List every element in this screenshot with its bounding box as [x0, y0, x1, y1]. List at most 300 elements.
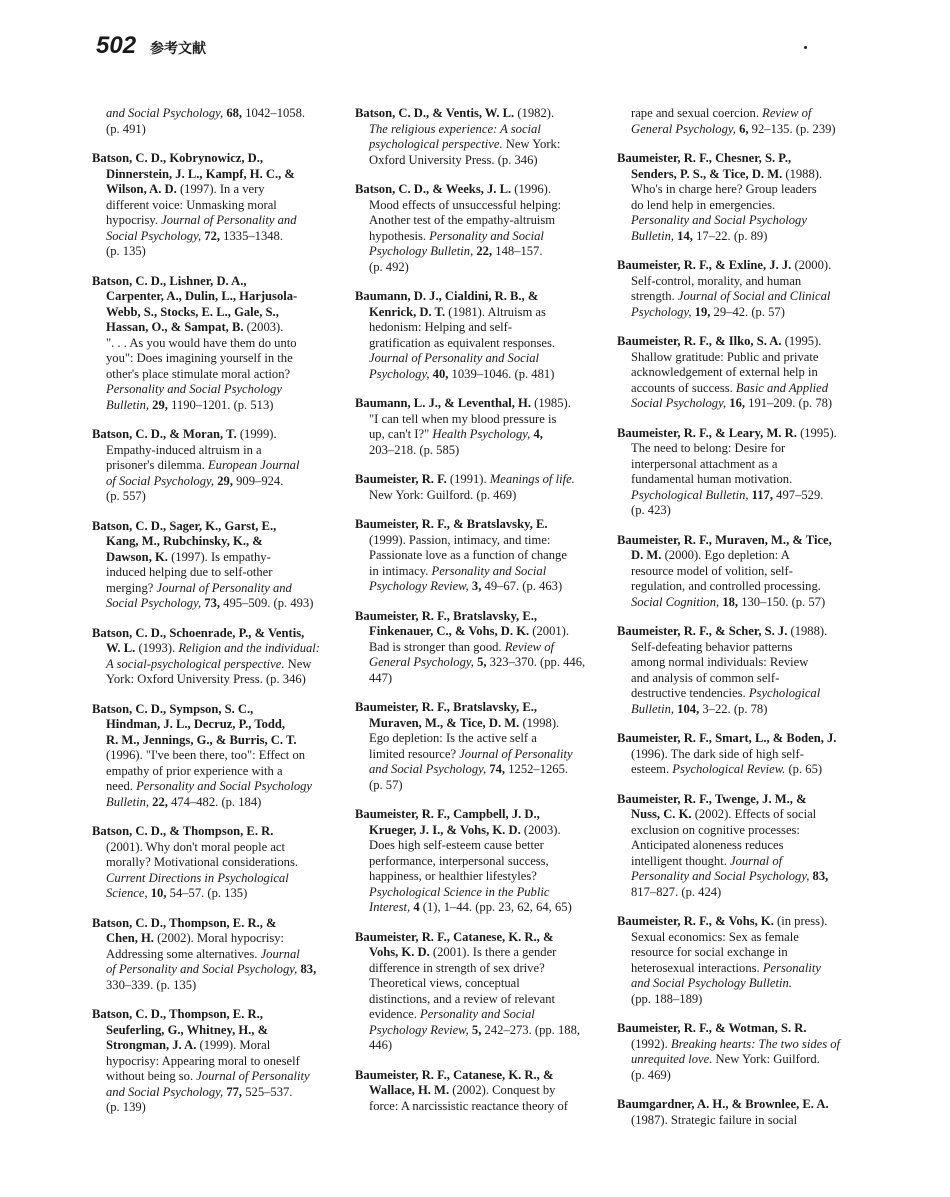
reference-entry [617, 1097, 862, 1128]
text-run: 525–537. [242, 1084, 293, 1099]
reference-line [92, 289, 342, 305]
text-run: 49–67. (p. 463) [481, 579, 563, 593]
reference-line [355, 198, 610, 214]
reference-line [355, 624, 610, 640]
reference-line [617, 1021, 862, 1037]
text-run: Baumeister, R. F., Chesner, S. P., [617, 151, 792, 165]
text-run: and Social Psychology, [369, 762, 490, 776]
reference-line [92, 626, 342, 642]
text-run: hedonism: Helping and self- [369, 320, 513, 334]
text-run: Passionate love as a function of change [369, 548, 567, 562]
text-run: among normal individuals: Review [631, 655, 809, 669]
reference-line [92, 182, 342, 198]
reference-line [617, 182, 862, 198]
reference-line [92, 596, 342, 612]
reference-line [617, 151, 862, 167]
text-run: Journal of Personality [196, 1069, 310, 1083]
text-run: European Journal [207, 458, 300, 472]
text-run: (1996). "I've been there, too": Effect on [106, 748, 306, 762]
text-run: in intimacy. [369, 563, 432, 578]
text-run: D. M. [631, 548, 662, 562]
text-run: 909–924. [232, 473, 284, 488]
text-run: 5, [471, 1022, 482, 1037]
text-run: Chen, H. [106, 931, 154, 945]
text-run: (2003). [243, 320, 284, 334]
reference-line [355, 1083, 610, 1099]
text-run: 22, [476, 244, 493, 258]
reference-line [355, 1038, 610, 1054]
reference-entry [92, 519, 342, 612]
text-run: Carpenter, A., Dulin, L., Harjusola- [106, 289, 298, 303]
text-run: need. [106, 779, 137, 793]
reference-line [355, 869, 610, 885]
text-run: hypocrisy. [106, 213, 162, 227]
text-run: (1995). [796, 425, 837, 440]
text-run: psychological perspective. [369, 137, 503, 151]
reference-entry [617, 151, 862, 244]
text-run: Baumann, D. J., Cialdini, R. B., & [355, 289, 539, 303]
text-run: Empathy-induced altruism in a [106, 442, 262, 457]
reference-line [92, 458, 342, 474]
text-run: without being so. [106, 1069, 197, 1083]
reference-line [92, 213, 342, 229]
text-run: Batson, C. D., & Ventis, W. L. [355, 106, 515, 120]
reference-line [355, 548, 610, 564]
text-run: 83, [300, 962, 317, 976]
text-run: Journal of [730, 853, 783, 868]
text-run: Webb, S., Stocks, E. L., Gale, S., [106, 304, 279, 319]
text-run: A social-psychological perspective. [106, 656, 285, 671]
reference-line [355, 289, 610, 305]
text-run: Psychological Review. [672, 762, 786, 776]
text-run: (2000). [791, 258, 832, 272]
text-run: Krueger, J. I., & Vohs, K. D. [369, 822, 521, 837]
text-run: difference in strength of sex drive? [369, 960, 545, 975]
reference-line [92, 198, 342, 214]
text-run: do lend help in emergencies. [631, 197, 776, 212]
reference-line [617, 305, 862, 321]
reference-line [355, 320, 610, 336]
text-run: Who's in charge here? Group leaders [631, 182, 817, 196]
text-run: Baumeister, R. F., Bratslavsky, E., [355, 700, 538, 714]
text-run: 1190–1201. (p. 513) [167, 397, 274, 412]
reference-line [355, 961, 610, 977]
reference-line [92, 871, 342, 887]
text-run: hypothesis. [369, 228, 430, 243]
reference-line [617, 350, 862, 366]
text-run: (2002). Conquest by [449, 1083, 556, 1097]
reference-line [92, 122, 342, 138]
text-run: 495–509. (p. 493) [220, 596, 314, 610]
text-run: Social Psychology, [631, 396, 730, 410]
reference-entry [617, 731, 862, 778]
reference-line [355, 671, 610, 687]
reference-line [617, 503, 862, 519]
text-run: Baumeister, R. F., & Scher, S. J. [617, 624, 788, 638]
text-run: 5, [477, 655, 487, 669]
text-run: Dawson, K. [106, 549, 168, 564]
reference-line [355, 472, 610, 488]
text-run: 92–135. (p. 239) [748, 121, 836, 136]
reference-line [355, 260, 610, 276]
reference-line [355, 1023, 610, 1039]
reference-line [92, 351, 342, 367]
text-run: 68, [226, 106, 243, 120]
reference-line [617, 564, 862, 580]
reference-line [355, 945, 610, 961]
reference-line [617, 457, 862, 473]
reference-line [355, 640, 610, 656]
reference-line [617, 381, 862, 397]
reference-line [92, 733, 342, 749]
reference-entry [92, 916, 342, 994]
text-run: 117, [751, 487, 774, 502]
reference-entry [92, 824, 342, 902]
text-run: 74, [489, 762, 506, 776]
reference-line [617, 655, 862, 671]
text-run: Baumeister, R. F., Campbell, J. D., [355, 807, 540, 821]
text-run: Mood effects of unsuccessful helping: [369, 197, 562, 212]
text-run: ". . . As you would have them do unto [106, 335, 297, 350]
text-run: unrequited love. [631, 1052, 713, 1066]
text-run: 817–827. (p. 424) [631, 884, 722, 899]
text-run: (1999). Moral [196, 1038, 271, 1052]
reference-line [92, 427, 342, 443]
reference-line [617, 1068, 862, 1084]
text-run: 18, [722, 594, 739, 609]
reference-line [617, 472, 862, 488]
reference-line [355, 244, 610, 260]
reference-entry [355, 1068, 610, 1115]
reference-line [355, 182, 610, 198]
reference-line [355, 807, 610, 823]
text-run: (1991). [446, 472, 490, 486]
text-run: 203–218. (p. 585) [369, 442, 460, 457]
text-run: Journal of Social and Clinical [677, 289, 831, 303]
text-run: 1335–1348. [220, 228, 283, 243]
text-run: 447) [369, 670, 393, 685]
reference-line [92, 978, 342, 994]
reference-line [617, 106, 862, 122]
text-run: acknowledgement of external help in [631, 365, 818, 379]
reference-line [92, 886, 342, 902]
text-run: empathy of prior experience with a [106, 763, 283, 778]
text-run: Finkenauer, C., & Vohs, D. K. [369, 624, 530, 638]
reference-line [355, 153, 610, 169]
text-run: 191–209. (p. 78) [745, 396, 833, 410]
text-run: Shallow gratitude: Public and private [631, 349, 819, 364]
text-run: Social Psychology, [106, 596, 205, 610]
text-run: Journal of Personality and [156, 580, 292, 595]
text-run: induced helping due to self-other [106, 565, 273, 579]
text-run: 323–370. (pp. 446, [486, 655, 586, 669]
text-run: 3–22. (p. 78) [699, 701, 768, 716]
reference-entry [617, 426, 862, 519]
reference-line [92, 550, 342, 566]
reference-line [92, 1100, 342, 1116]
text-run: performance, interpersonal success, [369, 853, 549, 868]
reference-line [617, 365, 862, 381]
reference-line [92, 1038, 342, 1054]
text-run: resource for social exchange in [631, 945, 788, 959]
text-run: Baumeister, R. F., Catanese, K. R., & [355, 1067, 554, 1082]
reference-line [617, 595, 862, 611]
text-run: Ego depletion: Is the active self a [369, 731, 537, 745]
page-number: 502 [96, 32, 137, 59]
text-run: (1981). Altruism as [445, 304, 546, 319]
text-run: Baumann, L. J., & Leventhal, H. [355, 396, 531, 410]
text-run: (p. 423) [631, 503, 671, 517]
text-run: Personality and Social Psychology, [631, 869, 813, 883]
reference-line [92, 657, 342, 673]
text-run: resource model of volition, self- [631, 563, 793, 578]
reference-line [92, 443, 342, 459]
reference-line [617, 914, 862, 930]
text-run: Baumeister, R. F., Muraven, M., & Tice, [617, 532, 832, 547]
text-run: Breaking hearts: The two sides of [670, 1036, 841, 1051]
text-run: Review of [504, 639, 555, 654]
reference-line [617, 426, 862, 442]
reference-line [92, 916, 342, 932]
text-run: Interest, [369, 900, 414, 914]
reference-entry [92, 427, 342, 505]
page-header [96, 32, 206, 60]
text-run: Batson, C. D., Sympson, S. C., [92, 701, 254, 716]
text-run: (p. 139) [106, 1100, 146, 1114]
text-run: Basic and Applied [735, 380, 829, 395]
text-run: Seuferling, G., Whitney, H., & [106, 1022, 269, 1037]
text-run: New York: [502, 137, 561, 151]
text-run: 446) [369, 1038, 393, 1052]
reference-line [617, 1037, 862, 1053]
text-run: Social Cognition, [631, 594, 723, 609]
text-run: Psychology, [369, 366, 433, 381]
reference-line [92, 840, 342, 856]
reference-line [92, 641, 342, 657]
reference-line [92, 931, 342, 947]
reference-line [92, 167, 342, 183]
reference-column-1 [92, 106, 342, 1130]
text-run: (p. 57) [369, 777, 403, 792]
text-run: Baumgardner, A. H., & Brownlee, E. A. [617, 1097, 829, 1111]
text-run: Baumeister, R. F., & Exline, J. J. [617, 258, 792, 272]
reference-column-3 [617, 106, 862, 1142]
text-run: Baumeister, R. F., & Vohs, K. [617, 914, 774, 928]
text-run: heterosexual interactions. [631, 960, 763, 975]
text-run: 242–273. (pp. 188, [481, 1022, 581, 1037]
reference-line [355, 609, 610, 625]
reference-line [355, 533, 610, 549]
reference-line [92, 764, 342, 780]
text-run: Batson, C. D., Thompson, E. R., & [92, 915, 277, 930]
reference-line [617, 1113, 862, 1129]
reference-line [617, 334, 862, 350]
text-run: (1995). [781, 334, 822, 348]
text-run: Batson, C. D., Sager, K., Garst, E., [92, 518, 277, 533]
text-run: Bad is stronger than good. [369, 639, 505, 654]
text-run: Baumeister, R. F., & Bratslavsky, E. [355, 517, 548, 531]
text-run: gratification as equivalent responses. [369, 335, 556, 350]
reference-line [355, 1007, 610, 1023]
text-run: Bulletin, [106, 397, 153, 412]
reference-line [92, 565, 342, 581]
reference-line [92, 336, 342, 352]
text-run: (1988). [787, 624, 828, 638]
text-run: Psychology Review, [369, 579, 472, 593]
reference-line [355, 838, 610, 854]
reference-line [92, 1085, 342, 1101]
text-run: limited resource? [369, 746, 460, 761]
reference-entry [617, 334, 862, 412]
text-run: Wallace, H. M. [369, 1083, 450, 1097]
text-run: 148–157. [492, 244, 543, 258]
text-run: The need to belong: Desire for [631, 441, 786, 455]
reference-line [355, 885, 610, 901]
text-run: 22, [152, 794, 168, 809]
reference-line [617, 792, 862, 808]
reference-entry [617, 624, 862, 717]
reference-line [617, 731, 862, 747]
text-run: (p. 65) [785, 762, 823, 776]
text-run: Nuss, C. K. [631, 807, 692, 821]
reference-line [617, 441, 862, 457]
text-run: Baumeister, R. F. [355, 472, 447, 486]
text-run: (2001). [529, 624, 570, 638]
text-run: Baumeister, R. F., Catanese, K. R., & [355, 929, 554, 944]
reference-line [92, 398, 342, 414]
text-run: 72, [204, 228, 221, 243]
reference-line [355, 655, 610, 671]
reference-line [92, 519, 342, 535]
text-run: and Social Psychology, [106, 1084, 227, 1099]
text-run: Baumeister, R. F., Smart, L., & Boden, J. [617, 731, 837, 745]
text-run: Theoretical views, conceptual [369, 976, 520, 990]
reference-line [617, 747, 862, 763]
reference-line [617, 1052, 862, 1068]
reference-line [355, 1068, 610, 1084]
text-run: 10, [150, 886, 167, 900]
text-run: Psychology Bulletin, [369, 244, 477, 258]
reference-line [355, 122, 610, 138]
reference-line [355, 778, 610, 794]
text-run: 1039–1046. (p. 481) [448, 366, 555, 381]
text-run: Religion and the individual: [178, 641, 320, 655]
reference-line [355, 823, 610, 839]
reference-line [617, 976, 862, 992]
text-run: (2001). Why don't moral people act [106, 839, 285, 854]
text-run: Oxford University Press. (p. 346) [369, 152, 538, 167]
text-run: Personality [762, 960, 821, 975]
reference-line [617, 122, 862, 138]
reference-line [355, 367, 610, 383]
text-run: Personality and Social Psychology [631, 213, 807, 227]
text-run: merging? [106, 580, 157, 595]
text-run: Senders, P. S., & Tice, D. M. [631, 166, 783, 181]
reference-line [92, 1054, 342, 1070]
text-run: 1252–1265. [505, 762, 569, 776]
reference-line [92, 702, 342, 718]
text-run: General Psychology, [369, 655, 478, 669]
text-run: Self-control, morality, and human [631, 273, 802, 288]
reference-entry [355, 182, 610, 275]
text-run: 77, [226, 1084, 243, 1099]
text-run: destructive tendencies. [631, 686, 749, 700]
text-run: Hassan, O., & Sampat, B. [106, 320, 244, 334]
reference-line [617, 229, 862, 245]
reference-line [92, 382, 342, 398]
text-run: Batson, C. D., Thompson, E. R., [92, 1007, 263, 1021]
text-run: Baumeister, R. F., & Wotman, S. R. [617, 1021, 807, 1035]
reference-entry [617, 914, 862, 1007]
reference-line [617, 930, 862, 946]
text-run: (p. 135) [106, 244, 146, 258]
text-run: (pp. 188–189) [631, 991, 703, 1006]
text-run: Journal of Personality and [161, 213, 297, 227]
reference-line [617, 213, 862, 229]
text-run: Psychology, [631, 304, 695, 319]
reference-line [92, 824, 342, 840]
text-run: New York: Guilford. [712, 1052, 820, 1066]
text-run: (1997). In a very [176, 182, 265, 196]
reference-line [355, 992, 610, 1008]
text-run: (1993). [135, 641, 179, 655]
text-run: esteem. [631, 762, 673, 776]
text-run: 19, [694, 304, 711, 319]
reference-entry [355, 930, 610, 1054]
text-run: Wilson, A. D. [106, 182, 177, 196]
text-run: 497–529. [773, 487, 824, 502]
reference-line [355, 731, 610, 747]
reference-line [617, 823, 862, 839]
text-run: Journal of Personality and Social [369, 351, 539, 365]
reference-line [617, 762, 862, 778]
text-run: York: Oxford University Press. (p. 346) [106, 672, 306, 686]
text-run: (p. 469) [631, 1067, 671, 1082]
text-run: (1996). [511, 182, 552, 196]
reference-line [617, 488, 862, 504]
text-run: Bulletin, [631, 701, 678, 716]
text-run: (2002). Effects of social [691, 807, 817, 821]
reference-line [617, 945, 862, 961]
reference-line [355, 488, 610, 504]
text-run: New York: Guilford. (p. 469) [369, 487, 517, 502]
text-run: Review of [762, 106, 812, 120]
reference-line [355, 351, 610, 367]
text-run: Psychological [748, 686, 821, 700]
text-run: different voice: Unmasking moral [106, 197, 277, 212]
reference-entry [92, 274, 342, 414]
reference-line [92, 474, 342, 490]
text-run: (p. 492) [369, 259, 409, 274]
text-run: Baumeister, R. F., Bratslavsky, E., [355, 608, 538, 623]
text-run: Another test of the empathy-altruism [369, 213, 556, 227]
text-run: morally? Motivational considerations. [106, 855, 299, 869]
text-run: Personality and Social Psychology [106, 382, 282, 396]
text-run: (2002). Moral hypocrisy: [153, 931, 285, 945]
text-run: and Social Psychology, [106, 106, 227, 120]
text-run: of Personality and Social Psychology, [106, 962, 301, 976]
text-run: Sexual economics: Sex as female [631, 929, 799, 944]
reference-line [617, 167, 862, 183]
text-run: (in press). [773, 914, 828, 928]
reference-line [92, 305, 342, 321]
reference-line [355, 716, 610, 732]
text-run: (1998). [519, 715, 560, 730]
text-run: Addressing some alternatives. [106, 946, 261, 961]
text-run: Self-defeating behavior patterns [631, 639, 793, 654]
text-run: 330–339. (p. 135) [106, 977, 197, 992]
text-run: (1992). [631, 1036, 671, 1051]
